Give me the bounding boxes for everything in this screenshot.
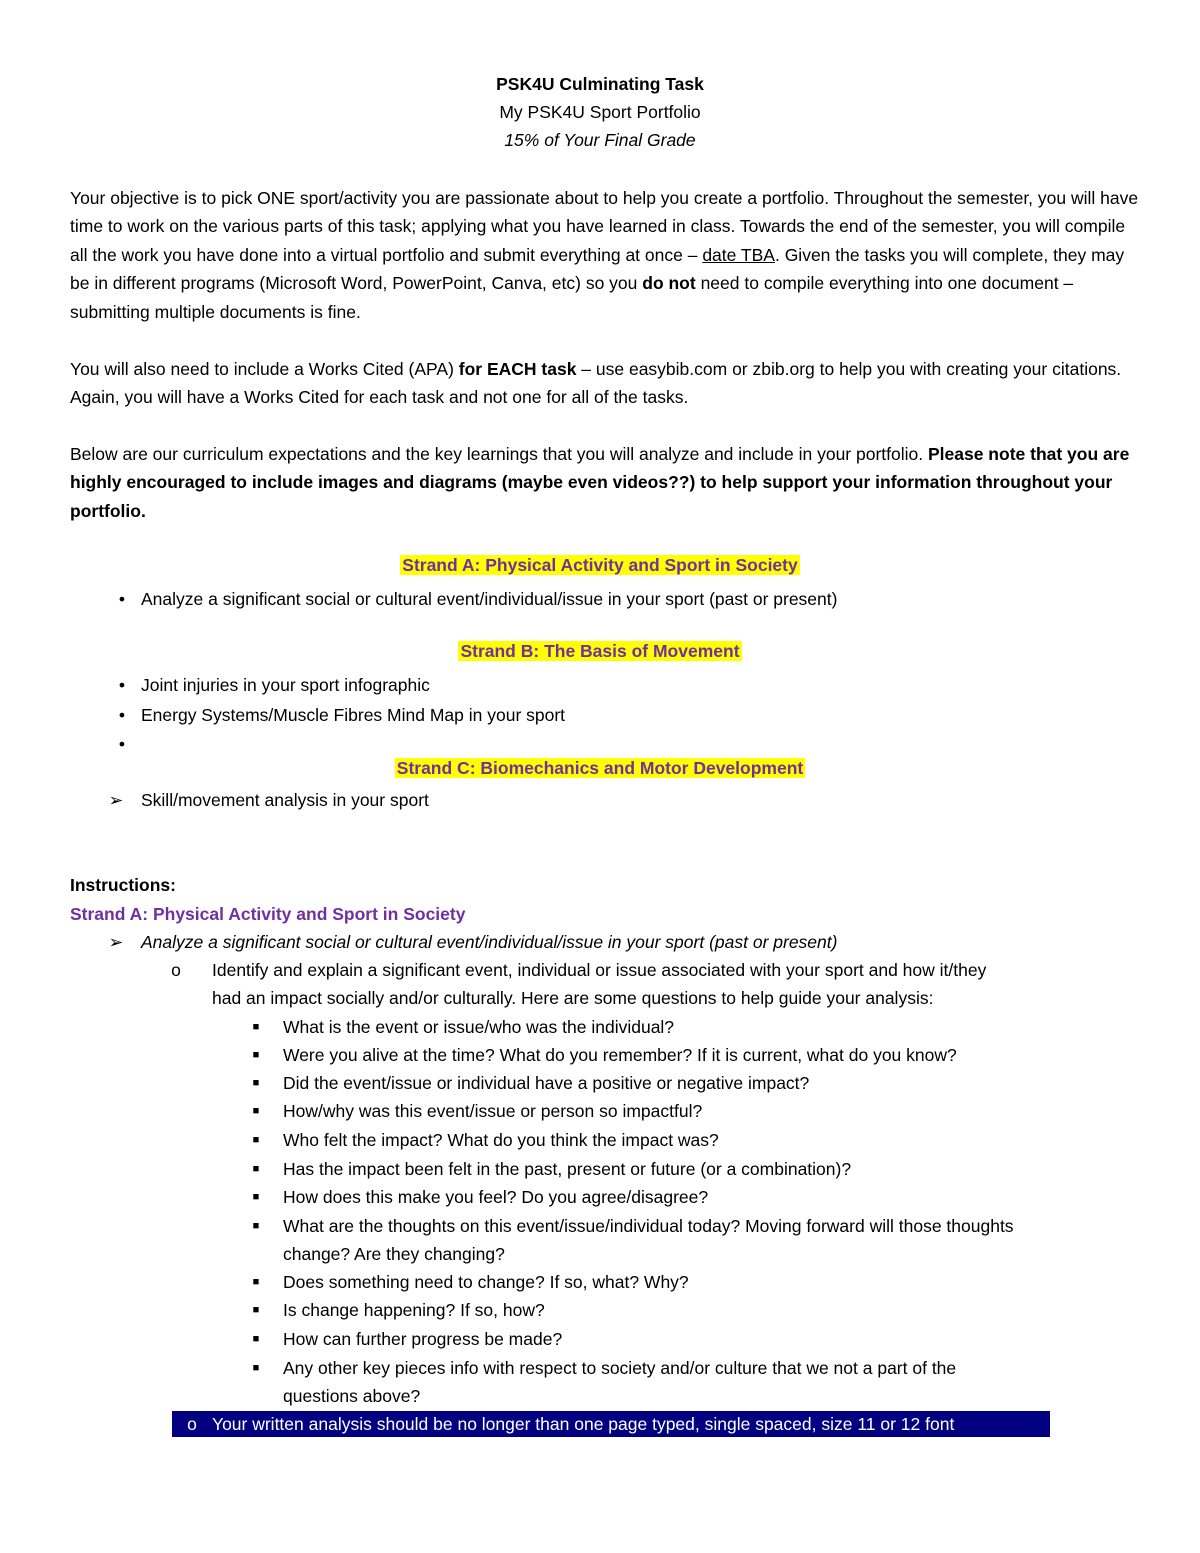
objective-paragraph xyxy=(70,184,1145,326)
list-item: Energy Systems/Muscle Fibres Mind Map in your sport xyxy=(141,705,566,725)
task-title: Analyze a significant social or cultural event/individual/issue in your sport (past or present) xyxy=(141,932,838,952)
square-bullet-icon: ■ xyxy=(252,1333,260,1345)
objective-text-2: . Given the tasks you will complete, they may be in different programs (Microsoft Word, PowerPoint, Canva, etc) so you xyxy=(70,244,1125,294)
strand-c-title: Strand C: Biomechanics and Motor Development xyxy=(396,758,804,778)
circle-bullet-icon: o xyxy=(171,960,181,980)
due-date: date TBA xyxy=(702,244,775,265)
arrow-bullet-icon: ➢ xyxy=(108,790,124,810)
question-item-continued: change? Are they changing? xyxy=(283,1244,505,1264)
square-bullet-icon: ■ xyxy=(252,1276,260,1288)
square-bullet-icon: ■ xyxy=(252,1077,260,1089)
question-item: Has the impact been felt in the past, present or future (or a combination)? xyxy=(283,1159,852,1179)
expectations-paragraph xyxy=(70,440,1145,525)
instructions-label: Instructions: xyxy=(70,875,176,895)
list-item: Skill/movement analysis in your sport xyxy=(141,790,429,810)
works-cited-text-2: – use easybib.com or zbib.org to help you with creating your citations. Again, you will have a Works Cited for each task and not one for all of the tasks. xyxy=(70,359,1122,408)
task-description-line-2: had an impact socially and/or culturally. Here are some questions to help guide your analysis: xyxy=(212,988,934,1008)
works-cited-paragraph xyxy=(70,355,1145,412)
works-cited-text-1: You will also need to include a Works Cited (APA) xyxy=(70,359,459,379)
square-bullet-icon: ■ xyxy=(252,1049,260,1061)
bullet-icon: • xyxy=(118,705,126,725)
question-item: What are the thoughts on this event/issue/individual today? Moving forward will those thoughts xyxy=(283,1216,1014,1236)
circle-bullet-icon: o xyxy=(187,1414,197,1434)
question-item: Were you alive at the time? What do you remember? If it is current, what do you know? xyxy=(283,1045,957,1065)
question-item: Does something need to change? If so, what? Why? xyxy=(283,1272,689,1292)
question-item: Did the event/issue or individual have a positive or negative impact? xyxy=(283,1073,810,1093)
objective-text-3: need to compile everything into one document – submitting multiple documents is fine. xyxy=(70,273,1074,322)
bullet-icon: • xyxy=(118,675,126,695)
strand-b-heading xyxy=(0,641,1200,662)
square-bullet-icon: ■ xyxy=(252,1220,260,1232)
question-item: Who felt the impact? What do you think the impact was? xyxy=(283,1130,719,1150)
grade-weight: 15% of Your Final Grade xyxy=(504,130,696,150)
strand-a-heading xyxy=(0,555,1200,576)
bullet-icon: • xyxy=(118,734,126,754)
square-bullet-icon: ■ xyxy=(252,1163,260,1175)
bullet-icon: • xyxy=(118,589,126,609)
question-item: Any other key pieces info with respect to society and/or culture that we not a part of the xyxy=(283,1358,957,1378)
arrow-bullet-icon: ➢ xyxy=(108,932,124,952)
question-item: Is change happening? If so, how? xyxy=(283,1300,545,1320)
length-requirement-text: Your written analysis should be no longer than one page typed, single spaced, size 11 or 12 font xyxy=(212,1414,955,1434)
do-not-emphasis: do not xyxy=(642,273,696,294)
strand-c-heading xyxy=(0,758,1200,779)
question-item-continued: questions above? xyxy=(283,1386,421,1406)
square-bullet-icon: ■ xyxy=(252,1304,260,1316)
square-bullet-icon: ■ xyxy=(252,1105,260,1117)
document-title: PSK4U Culminating Task xyxy=(496,74,704,94)
length-requirement-note xyxy=(172,1411,1050,1437)
square-bullet-icon: ■ xyxy=(252,1191,260,1203)
square-bullet-icon: ■ xyxy=(252,1021,260,1033)
document-subtitle: My PSK4U Sport Portfolio xyxy=(499,102,701,122)
square-bullet-icon: ■ xyxy=(252,1362,260,1374)
question-item: How can further progress be made? xyxy=(283,1329,563,1349)
each-task-emphasis: for EACH task xyxy=(458,359,577,379)
strand-b-title: Strand B: The Basis of Movement xyxy=(460,641,740,661)
instructions-strand-a-title: Strand A: Physical Activity and Sport in Society xyxy=(70,904,466,924)
objective-text-1: Your objective is to pick ONE sport/activity you are passionate about to help you create a portfolio. Throughout the semester, you will have time to work on the various parts of this task; applying what you have learned in class. Towards the end of the semester, you will compile all the work you have done into a virtual portfolio and submit everything at once – xyxy=(70,188,1139,265)
task-description-line-1: Identify and explain a significant event, individual or issue associated with your sport and how it/they xyxy=(212,960,987,980)
list-item: Joint injuries in your sport infographic xyxy=(141,675,430,695)
square-bullet-icon: ■ xyxy=(252,1134,260,1146)
expectations-text: Below are our curriculum expectations and the key learnings that you will analyze and include in your portfolio. xyxy=(70,444,928,464)
strand-a-title: Strand A: Physical Activity and Sport in Society xyxy=(402,555,798,575)
question-item: What is the event or issue/who was the individual? xyxy=(283,1017,675,1037)
question-item: How does this make you feel? Do you agree/disagree? xyxy=(283,1187,709,1207)
encouragement-emphasis: Please note that you are highly encouraged to include images and diagrams (maybe even videos??) to help support your information throughout your portfolio. xyxy=(70,444,1130,521)
list-item: Analyze a significant social or cultural event/individual/issue in your sport (past or present) xyxy=(141,589,838,609)
question-item: How/why was this event/issue or person so impactful? xyxy=(283,1101,703,1121)
